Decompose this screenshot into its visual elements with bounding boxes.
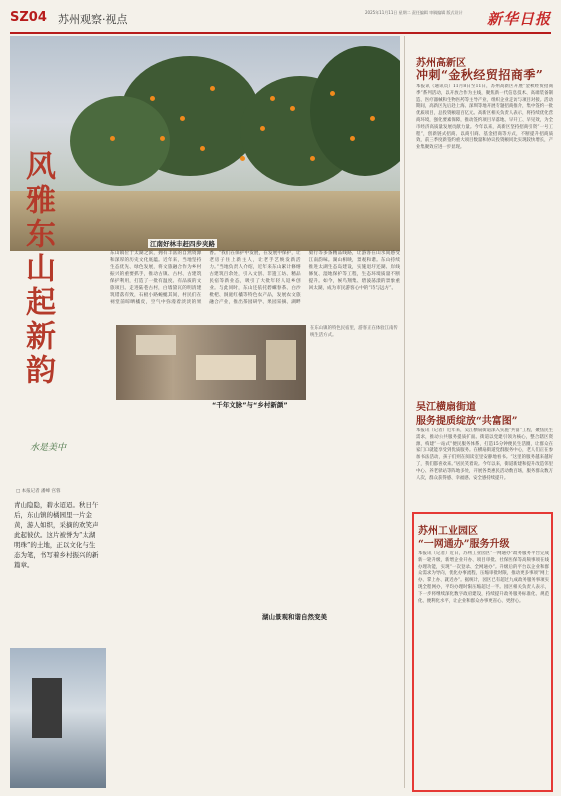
- feature-author: □ 本报记者 潘峰 宫蓉: [16, 489, 61, 494]
- story2-kicker: 吴江横扇街道: [416, 402, 476, 413]
- page-header: [10, 8, 551, 34]
- subhead-2: “千年文脉”与“乡村新颜”: [212, 401, 288, 409]
- subhead-1: 江南好林丰赶四步夹路: [150, 240, 215, 248]
- feature-photo-orange-grove: [10, 36, 400, 251]
- inset-photo-caption: 在东山镇的特色民宿里，游客正在体验江南传统生活方式。: [310, 326, 398, 338]
- story3-text: 本报讯（记者）近日，苏州工业园区“一网通办”政务服务平台完成新一轮升级，新增企业开办、项目审批、社保医保等高频事项在线办理功能，实现“一次登录、全网通办”。升级后的平台以企业和群众需求为导向，优化办事流程，压缩审批时限，推动更多事项“网上办、掌上办、就近办”。据统计，园区已有超过九成政务服务事项实现全程网办，平均办理时限压缩超过一半。园区相关负责人表示，下一步将继续深化数字政府建设，持续提升政务服务标准化、规范化、便利化水平，让企业和群众办事更省心、更舒心。: [418, 551, 549, 604]
- story3-title: “一网通办”服务升级: [418, 539, 510, 550]
- newspaper-logo: 新华日报: [486, 10, 551, 28]
- story1-kicker: 苏州高新区: [416, 58, 466, 69]
- feature-inset-photo: [116, 325, 306, 400]
- column-divider: [404, 36, 405, 788]
- feature-lead: 青山隐隐，碧水迢迢。秋日午后，东山镇的橘园里一片金黄，游人如织，采摘的欢笑声此起彼伏。这片被誉为“太湖明珠”的土地，正以文化与生态为笔，书写着乡村振兴的新篇章。: [14, 501, 99, 569]
- story1-title: 冲刺“金秋经贸招商季”: [416, 68, 544, 82]
- story2-text: 本报讯（记者）近年来，吴江横扇街道深入实施“共富”工程，聚焦民生需求，推动公共服务提质扩面。街道以党建引领为核心，整合辖区资源，构建“一站式”便民服务体系，打造15分钟便民生活圈，让群众在家门口就能享受到优质服务。在横扇街道党群服务中心，老人们正在参加书法活动，孩子们则在阅读室里安静地看书。“这里的服务越来越好了，我们都喜欢来。”居民笑着说。今年以来，街道新建和提升改造邻里中心、养老驿站等阵地多处，开展各类惠民活动数百场，服务群众数万人次，群众获得感、幸福感、安全感持续提升。: [416, 428, 553, 481]
- section-name: 苏州观察·视点: [58, 13, 128, 26]
- feature-vertical-title: 风雅东山起新韵: [20, 150, 55, 388]
- edition-meta: 2025年11月11日 星期二 责任编辑 审稿编辑 版式设计: [365, 10, 463, 15]
- page-number: SZ04: [10, 10, 47, 25]
- feature-body: 东山镇位于太湖之滨，拥有丰富的自然资源和深厚的历史文化底蕴。近年来，当地坚持生态优先、绿色发展，将文旅融合作为乡村振兴的重要抓手，推动古镇、古村、古建筑保护利用，打造了一批有温度、有品质的文旅项目。走进陆巷古村，白墙黛瓦的明清建筑错落有致，石板小路蜿蜒其间，村民们在祠堂前晾晒橘皮，空气中弥漫着淡淡的果香。“我们在保护中发展，在发展中保护，让老房子住上新主人，让老手艺焕发新活力。”当地负责人介绍，近年来东山累计修缮古建筑百余处，引入文创、非遗工坊、精品民宿等新业态，吸引了大批年轻人返乡创业。与此同时，东山还依托碧螺春茶、白沙枇杷、洞庭红橘等特色农产品，发展农文旅融合产业，推出茶园研学、果园采摘、湖畔骑行等多条精品线路，让游客在山水间感受江南韵味。湖山相映，景观和谐。东山持续推进太湖生态岛建设，实施退圩还湖、岸线修复、湿地保护等工程，生态环境质量不断提升。如今，候鸟翔集、碧波荡漾的景象重回太湖，成为市民游客心中的“诗与远方”。: [110, 251, 400, 305]
- lake-pagoda-photo: [10, 648, 106, 788]
- story2-title: 服务提质绽放“共富图”: [416, 416, 518, 427]
- feature-stamp: 水是美中: [30, 443, 67, 453]
- subhead-3: 湖山景观和谐自然变美: [262, 613, 327, 621]
- pagoda-silhouette: [32, 678, 62, 738]
- story3-kicker: 苏州工业园区: [418, 526, 478, 537]
- story1-text: 本报讯（通讯员）11月8日至11日，苏州高新区开展“金秋经贸招商季”系列活动，以开放合作为主线，聚焦新一代信息技术、高端装备制造、医疗器械和生物医药等主导产业，组织企业走访与项目对接。活动期间，高新区先后赴上海、深圳等地开展专题招商推介，集中签约一批优质项目，总投资额超百亿元。高新区相关负责人表示，将持续优化营商环境，强化要素保障，推动签约项目早落地、早开工、早见效，为全市经济高质量发展贡献力量。今年以来，高新区坚持招商引资“一号工程”，创新链式招商、以商引商、基金招商等方式，不断提升招商质效，前三季度新签约重大项目数量和协议投资额同比实现较快增长，产业集聚效应进一步显现。: [416, 84, 553, 151]
